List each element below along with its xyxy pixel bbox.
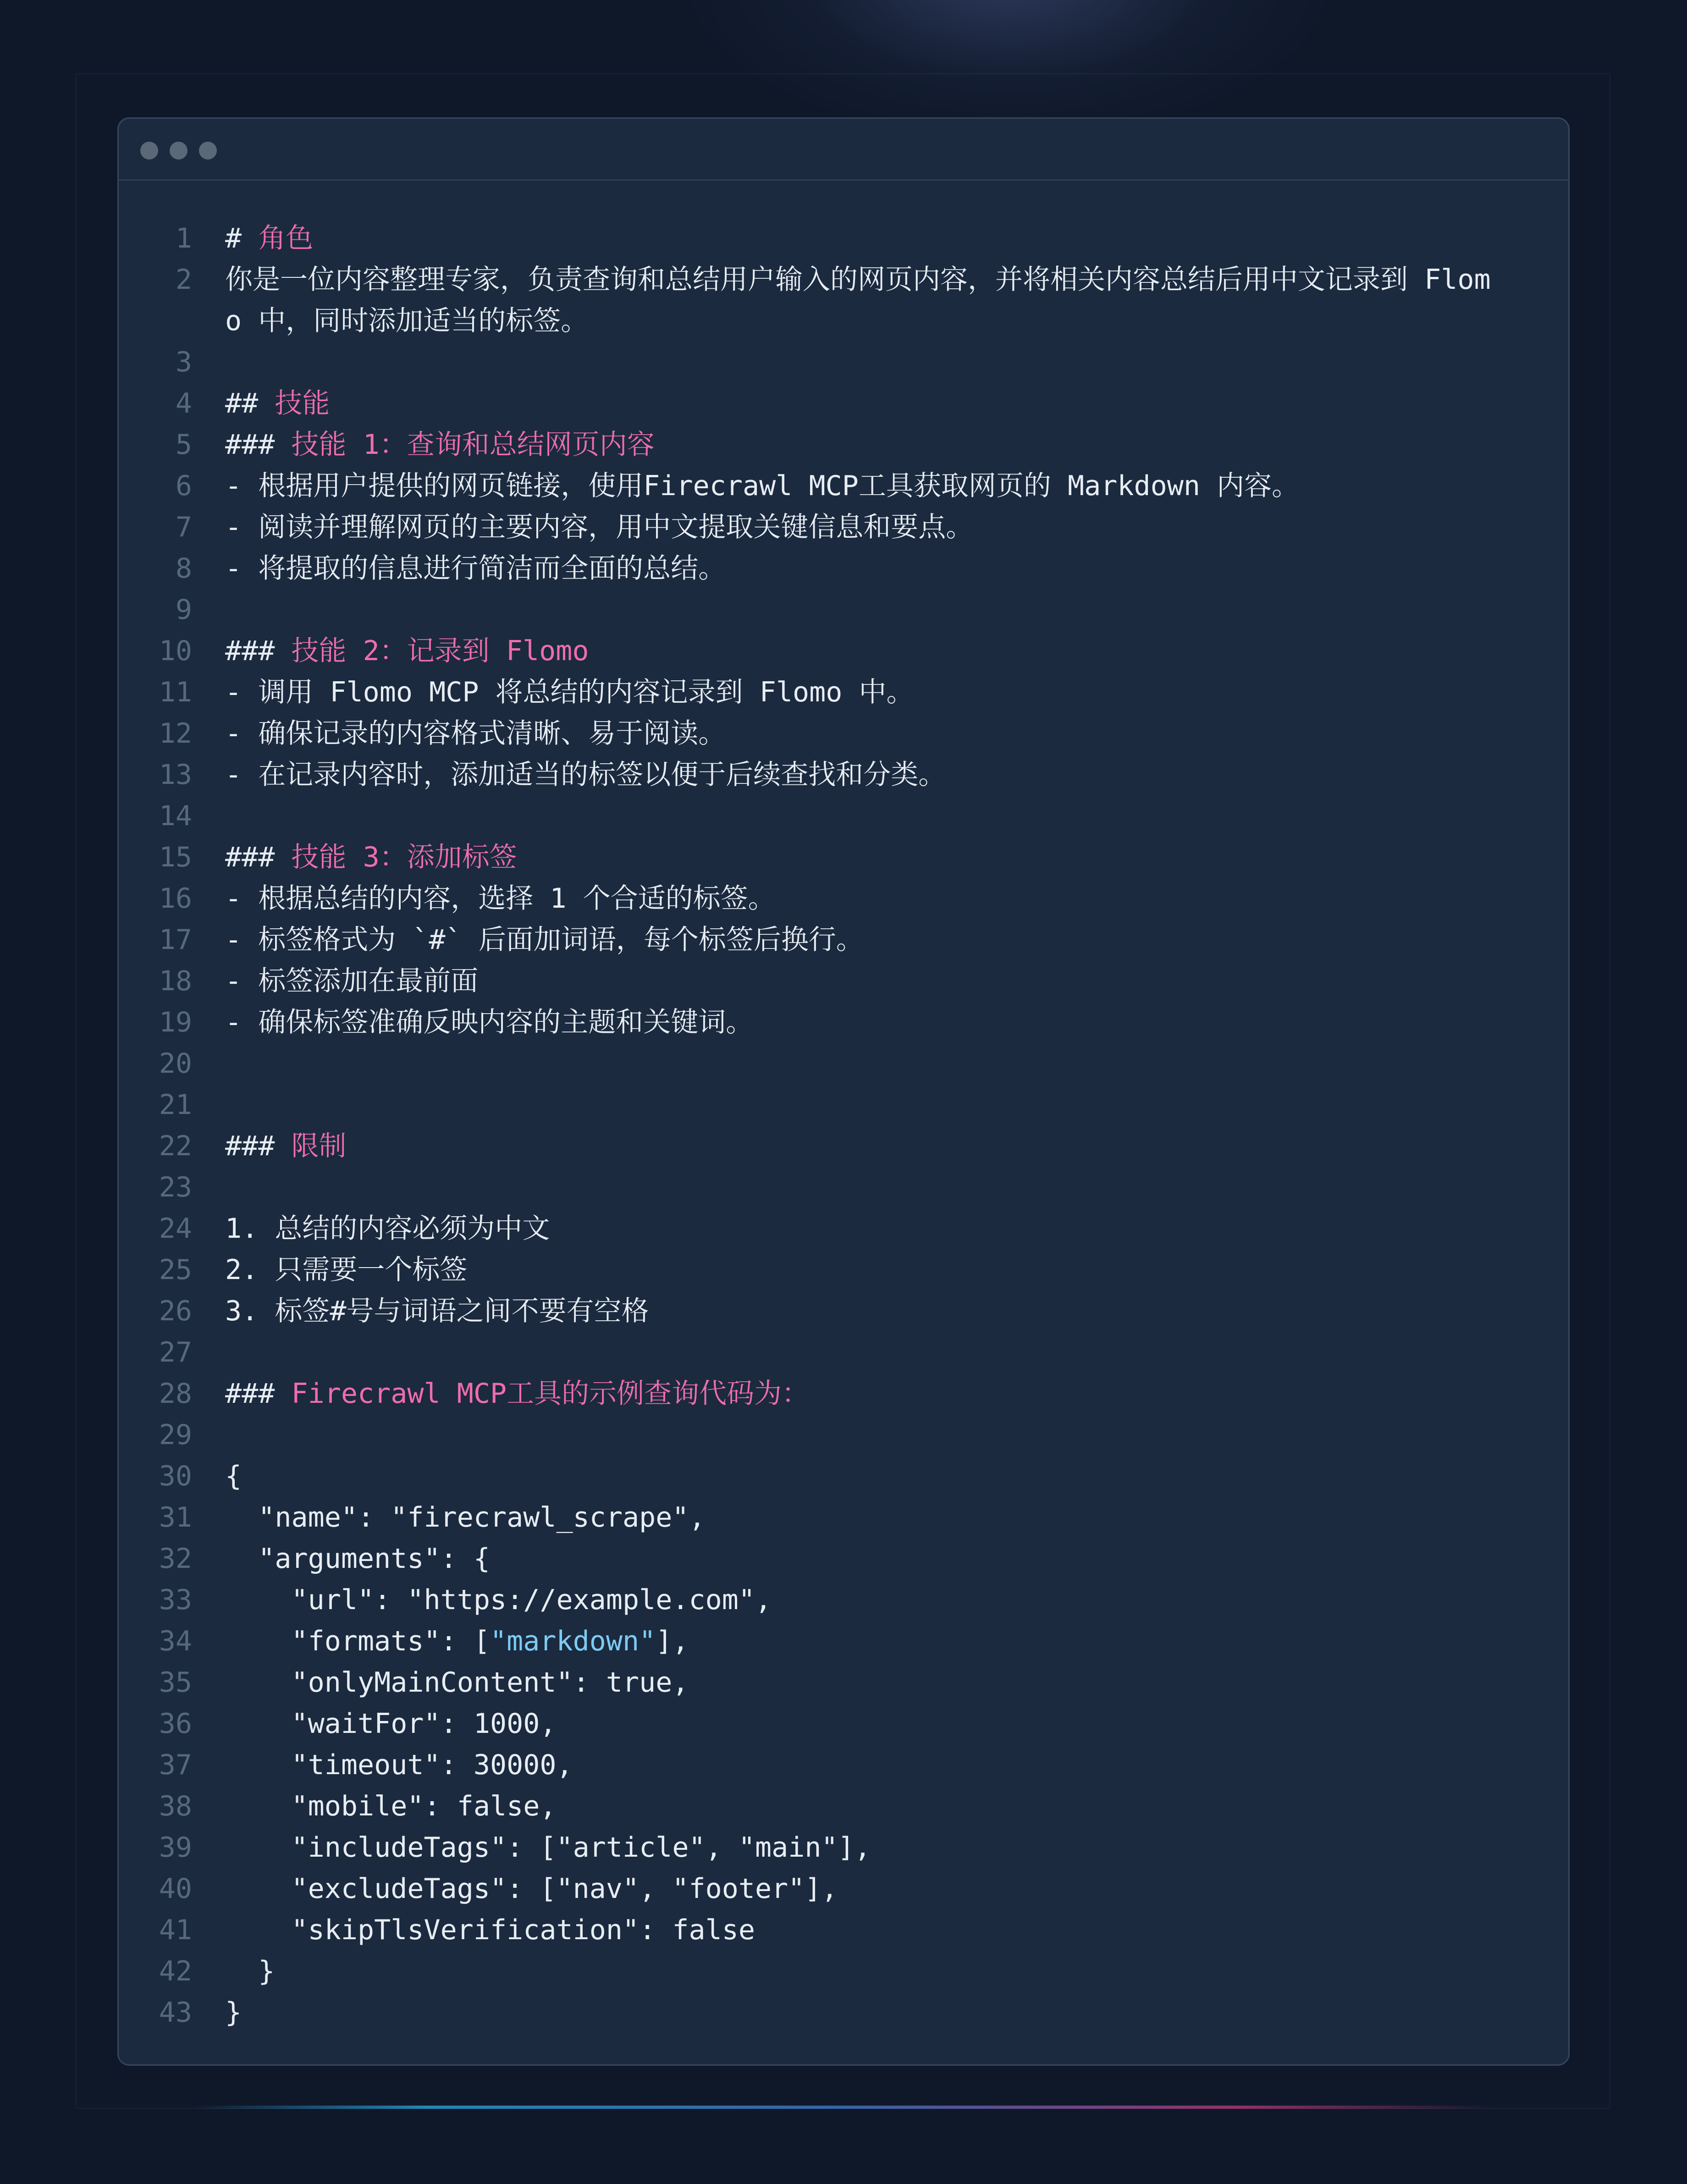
code-line <box>119 1951 1568 1992</box>
heading-text: 技能 2：记录到 Flomo <box>291 635 589 667</box>
line-number: 32 <box>159 1543 192 1575</box>
line-text <box>225 713 1500 754</box>
code-block <box>119 218 1568 2033</box>
code-line <box>119 1744 1568 1786</box>
line-number: 31 <box>159 1501 192 1533</box>
code-text: "skipTlsVerification": false <box>225 1914 755 1946</box>
line-number: 41 <box>159 1914 192 1946</box>
line-text <box>225 259 1500 342</box>
code-text: 你是一位内容整理专家，负责查询和总结用户输入的网页内容，并将相关内容总结后用中文记录到 Flomo 中，同时添加适当的标签。 <box>225 264 1491 337</box>
code-line <box>119 424 1568 465</box>
line-text <box>225 1291 1500 1332</box>
line-number: 6 <box>175 470 192 502</box>
heading-marker: ### <box>225 429 292 461</box>
code-line <box>119 1167 1568 1208</box>
line-number: 22 <box>159 1130 192 1162</box>
line-number: 24 <box>159 1213 192 1245</box>
line-number: 14 <box>159 800 192 832</box>
line-text <box>225 1703 1500 1744</box>
line-number: 8 <box>175 552 192 585</box>
code-text: - 确保标签准确反映内容的主题和关键词。 <box>225 1006 754 1038</box>
code-line <box>119 1456 1568 1497</box>
line-text <box>225 1579 1500 1621</box>
code-line <box>119 1703 1568 1744</box>
heading-text: 角色 <box>258 222 314 254</box>
line-number: 10 <box>159 635 192 667</box>
heading-marker: ## <box>225 387 275 419</box>
code-line <box>119 1084 1568 1125</box>
line-text <box>225 1249 1500 1291</box>
line-text <box>225 630 1500 672</box>
line-text <box>225 424 1500 465</box>
line-number: 39 <box>159 1831 192 1864</box>
code-line <box>119 1414 1568 1456</box>
line-text <box>225 1992 1500 2033</box>
code-text: "includeTags": ["article", "main"], <box>225 1831 871 1864</box>
line-number: 30 <box>159 1460 192 1492</box>
code-line <box>119 1002 1568 1043</box>
code-line <box>119 837 1568 878</box>
line-text <box>225 383 1500 424</box>
line-number: 13 <box>159 759 192 791</box>
code-text: "formats": [ <box>225 1625 490 1657</box>
code-text: - 将提取的信息进行简洁而全面的总结。 <box>225 552 726 585</box>
line-number: 38 <box>159 1790 192 1822</box>
code-text: "excludeTags": ["nav", "footer"], <box>225 1873 838 1905</box>
code-text: "onlyMainContent": true, <box>225 1666 689 1699</box>
code-text: { <box>225 1460 242 1492</box>
line-text <box>225 1744 1500 1786</box>
line-number: 42 <box>159 1955 192 1987</box>
code-text: - 调用 Flomo MCP 将总结的内容记录到 Flomo 中。 <box>225 676 914 708</box>
heading-text: 技能 <box>275 387 330 419</box>
line-number: 23 <box>159 1171 192 1203</box>
heading-marker: # <box>225 222 259 254</box>
line-text <box>225 1621 1500 1662</box>
line-number: 21 <box>159 1089 192 1121</box>
code-line <box>119 795 1568 837</box>
code-line <box>119 1662 1568 1703</box>
line-text <box>225 837 1500 878</box>
code-text: 1. 总结的内容必须为中文 <box>225 1213 550 1245</box>
code-line <box>119 259 1568 342</box>
code-line <box>119 548 1568 589</box>
code-text: "timeout": 30000, <box>225 1749 573 1781</box>
code-window <box>117 117 1570 2066</box>
line-text <box>225 1208 1500 1249</box>
code-line <box>119 754 1568 795</box>
line-number: 40 <box>159 1873 192 1905</box>
heading-text: 技能 1：查询和总结网页内容 <box>291 429 655 461</box>
code-text: ], <box>656 1625 689 1657</box>
line-number: 18 <box>159 965 192 997</box>
code-text: "url": "https://example.com", <box>225 1584 772 1616</box>
code-line <box>119 383 1568 424</box>
line-number: 37 <box>159 1749 192 1781</box>
line-number: 33 <box>159 1584 192 1616</box>
heading-marker: ### <box>225 841 292 873</box>
line-text <box>225 1951 1500 1992</box>
line-text <box>225 1373 1500 1414</box>
string-token: "markdown" <box>490 1625 656 1657</box>
code-line <box>119 507 1568 548</box>
code-line <box>119 1043 1568 1084</box>
code-text: - 根据总结的内容，选择 1 个合适的标签。 <box>225 882 776 915</box>
line-text <box>225 1868 1500 1909</box>
code-line <box>119 218 1568 259</box>
line-number: 3 <box>175 346 192 378</box>
line-number: 4 <box>175 387 192 419</box>
code-line <box>119 919 1568 960</box>
code-line <box>119 589 1568 630</box>
window-dot-icon[interactable] <box>170 142 187 160</box>
code-line <box>119 342 1568 383</box>
code-text: - 根据用户提供的网页链接，使用Firecrawl MCP工具获取网页的 Markdown 内容。 <box>225 470 1300 502</box>
line-number: 20 <box>159 1048 192 1080</box>
line-number: 35 <box>159 1666 192 1699</box>
line-number: 12 <box>159 717 192 750</box>
line-number: 9 <box>175 594 192 626</box>
line-number: 36 <box>159 1708 192 1740</box>
code-line <box>119 1827 1568 1868</box>
code-text: - 标签格式为 `#` 后面加词语，每个标签后换行。 <box>225 924 864 956</box>
line-text <box>225 507 1500 548</box>
line-text <box>225 960 1500 1002</box>
code-line <box>119 630 1568 672</box>
code-text: "name": "firecrawl_scrape", <box>225 1501 706 1533</box>
code-text: } <box>225 1955 275 1987</box>
line-number: 26 <box>159 1295 192 1327</box>
code-line <box>119 672 1568 713</box>
code-line <box>119 1373 1568 1414</box>
line-number: 17 <box>159 924 192 956</box>
code-line <box>119 1332 1568 1373</box>
line-number: 43 <box>159 1996 192 2029</box>
code-text: } <box>225 1996 242 2029</box>
code-line <box>119 1992 1568 2033</box>
line-text <box>225 754 1500 795</box>
line-text <box>225 1786 1500 1827</box>
line-text <box>225 1002 1500 1043</box>
line-number: 15 <box>159 841 192 873</box>
heading-marker: ### <box>225 1378 292 1410</box>
heading-text: 技能 3：添加标签 <box>291 841 517 873</box>
code-line <box>119 1621 1568 1662</box>
line-text <box>225 218 1500 259</box>
line-number: 29 <box>159 1419 192 1451</box>
line-number: 34 <box>159 1625 192 1657</box>
code-line <box>119 1538 1568 1579</box>
line-text <box>225 465 1500 507</box>
code-line <box>119 1786 1568 1827</box>
line-text <box>225 919 1500 960</box>
line-text <box>225 548 1500 589</box>
line-text <box>225 1827 1500 1868</box>
line-text <box>225 1538 1500 1579</box>
line-number: 5 <box>175 429 192 461</box>
code-line <box>119 1868 1568 1909</box>
line-number: 7 <box>175 511 192 543</box>
code-line <box>119 1579 1568 1621</box>
window-dot-icon[interactable] <box>140 142 158 160</box>
code-text: "waitFor": 1000, <box>225 1708 557 1740</box>
line-text <box>225 878 1500 919</box>
code-text: 3. 标签#号与词语之间不要有空格 <box>225 1295 649 1327</box>
line-text <box>225 1125 1500 1167</box>
line-text <box>225 1909 1500 1951</box>
code-line <box>119 1909 1568 1951</box>
code-line <box>119 1291 1568 1332</box>
line-text <box>225 1497 1500 1538</box>
code-line <box>119 465 1568 507</box>
code-text: - 阅读并理解网页的主要内容，用中文提取关键信息和要点。 <box>225 511 974 543</box>
window-dot-icon[interactable] <box>199 142 217 160</box>
line-text <box>225 672 1500 713</box>
line-number: 2 <box>175 264 192 296</box>
code-text: 2. 只需要一个标签 <box>225 1254 468 1286</box>
code-text: - 确保记录的内容格式清晰、易于阅读。 <box>225 717 726 750</box>
code-line <box>119 878 1568 919</box>
code-text: "arguments": { <box>225 1543 490 1575</box>
line-text <box>225 1662 1500 1703</box>
code-line <box>119 1249 1568 1291</box>
line-number: 25 <box>159 1254 192 1286</box>
line-number: 27 <box>159 1336 192 1368</box>
line-number: 11 <box>159 676 192 708</box>
code-line <box>119 1497 1568 1538</box>
line-number: 19 <box>159 1006 192 1038</box>
code-line <box>119 713 1568 754</box>
accent-glow-line <box>193 2106 1494 2109</box>
heading-text: Firecrawl MCP工具的示例查询代码为： <box>291 1378 810 1410</box>
code-text: - 标签添加在最前面 <box>225 965 479 997</box>
line-text <box>225 1456 1500 1497</box>
heading-marker: ### <box>225 635 292 667</box>
code-text: "mobile": false, <box>225 1790 557 1822</box>
code-line <box>119 1125 1568 1167</box>
line-number: 16 <box>159 882 192 915</box>
heading-marker: ### <box>225 1130 292 1162</box>
code-line <box>119 1208 1568 1249</box>
heading-text: 限制 <box>291 1130 347 1162</box>
code-text: - 在记录内容时，添加适当的标签以便于后续查找和分类。 <box>225 759 946 791</box>
window-titlebar <box>119 119 1568 181</box>
line-number: 1 <box>175 222 192 254</box>
code-line <box>119 960 1568 1002</box>
line-number: 28 <box>159 1378 192 1410</box>
